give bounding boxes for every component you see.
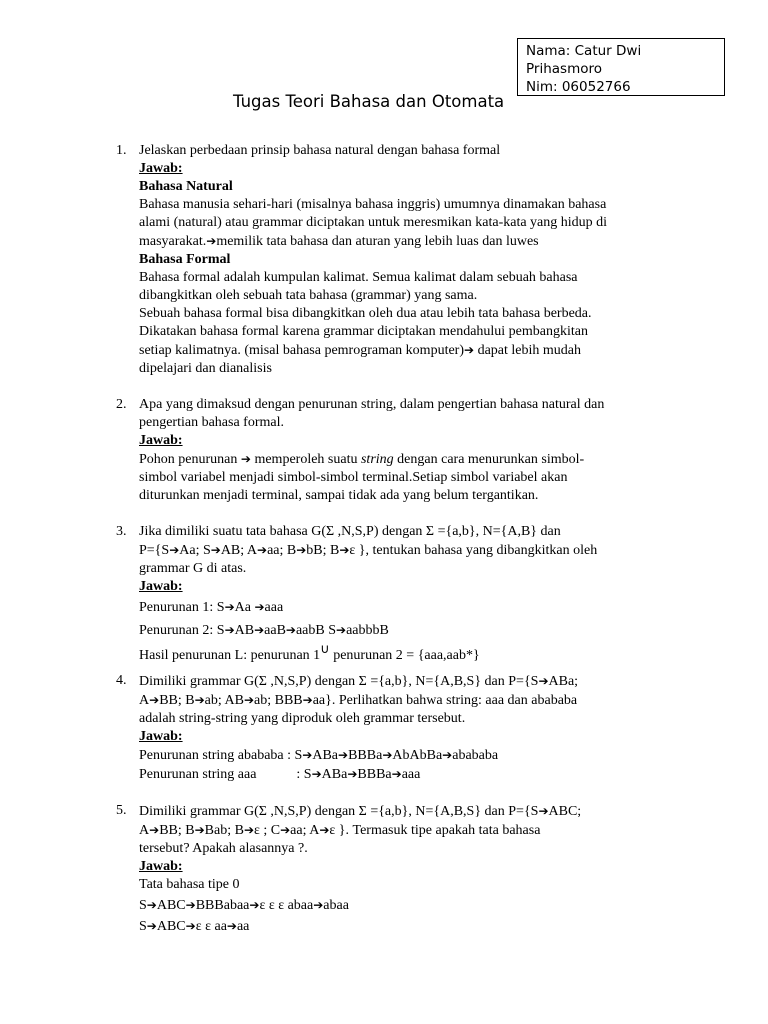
- text-span: aabbbB: [346, 623, 389, 638]
- question-3: [116, 523, 679, 665]
- text-span: aa: [236, 919, 250, 934]
- text-span: string: [360, 452, 394, 467]
- text-span: AbAbBa: [392, 748, 443, 763]
- question-text: adalah string-string yang diproduk oleh grammar tersebut.: [139, 711, 466, 726]
- text-span: Penurunan 1: S: [139, 600, 225, 615]
- derivation-aa: [139, 917, 679, 936]
- arrow-icon: ➔: [243, 823, 254, 837]
- paragraph-line: simbol variabel menjadi simbol-simbol terminal.Setiap simbol variabel akan: [139, 470, 568, 485]
- question-text: [139, 821, 679, 840]
- text-span: aaa: [264, 600, 284, 615]
- paragraph-line: [139, 232, 679, 251]
- text-span: Aa: [234, 600, 255, 615]
- question-text: grammar G di atas.: [139, 561, 247, 576]
- text-span: ABC: [156, 919, 186, 934]
- text-span: ABa;: [548, 674, 579, 689]
- derivation-aaa: [139, 765, 679, 784]
- question-text: Apa yang dimaksud dengan penurunan string, dalam pengertian bahasa natural dan: [139, 397, 605, 412]
- arrow-icon: ➔: [194, 693, 205, 707]
- arrow-icon: ➔: [146, 919, 157, 933]
- text-span: ε ; C: [254, 823, 281, 838]
- arrow-icon: ➔: [382, 748, 393, 762]
- answer-label: Jawab:: [139, 433, 183, 448]
- arrow-icon: ➔: [149, 823, 160, 837]
- arrow-icon: ➔: [347, 767, 358, 781]
- text-span: penurunan 2 = {aaa,aab*}: [329, 648, 480, 663]
- text-span: A: [139, 693, 150, 708]
- arrow-icon: ➔: [169, 543, 180, 557]
- arrow-icon: ➔: [302, 748, 313, 762]
- text-span: aa; B: [267, 543, 297, 558]
- text-span: BB; B: [159, 693, 195, 708]
- text-span: Penurunan string aaa: [139, 767, 257, 782]
- answer-type: Tata bahasa tipe 0: [139, 877, 240, 892]
- student-nim: Nim: 06052766: [526, 79, 631, 95]
- answer-label: Jawab:: [139, 579, 183, 594]
- text-span: setiap kalimatnya. (misal bahasa pemrograman komputer): [139, 343, 465, 358]
- section-heading-natural: Bahasa Natural: [139, 179, 233, 194]
- arrow-icon: ➔: [224, 600, 235, 614]
- answer-label: Jawab:: [139, 859, 183, 874]
- text-span: BBBa: [348, 748, 383, 763]
- text-span: Hasil penurunan L: penurunan 1: [139, 648, 321, 663]
- arrow-icon: ➔: [254, 600, 265, 614]
- paragraph-line: Dikatakan bahasa formal karena grammar diciptakan mendahului pembangkitan: [139, 324, 588, 339]
- text-span: Pohon penurunan: [139, 452, 241, 467]
- arrow-icon: ➔: [226, 919, 237, 933]
- paragraph-line: Bahasa formal adalah kumpulan kalimat. Semua kalimat dalam sebuah bahasa: [139, 270, 578, 285]
- text-span: Dimiliki grammar G(Σ ,N,S,P) dengan Σ ={a,b}, N={A,B,S} dan P={S: [139, 674, 539, 689]
- text-span: dengan cara menurunkan simbol-: [393, 452, 585, 467]
- arrow-icon: ➔: [185, 898, 196, 912]
- paragraph-line: dibangkitkan oleh sebuah tata bahasa (grammar) yang sama.: [139, 288, 478, 303]
- arrow-icon: ➔: [391, 767, 402, 781]
- arrow-icon: ➔: [149, 693, 160, 707]
- arrow-icon: ➔: [249, 898, 260, 912]
- text-span: abaa: [323, 898, 349, 913]
- question-text: Jelaskan perbedaan prinsip bahasa natural dengan bahasa formal: [139, 143, 501, 158]
- page-title: Tugas Teori Bahasa dan Otomata: [233, 92, 505, 111]
- arrow-icon: ➔: [194, 823, 205, 837]
- arrow-icon: ➔: [311, 767, 322, 781]
- question-text: pengertian bahasa formal.: [139, 415, 284, 430]
- arrow-icon: ➔: [319, 823, 330, 837]
- text-span: aa; A: [290, 823, 320, 838]
- arrow-icon: ➔: [146, 898, 157, 912]
- text-span: masyarakat.: [139, 234, 207, 249]
- arrow-icon: ➔: [280, 823, 291, 837]
- text-span: aaB: [264, 623, 286, 638]
- answer-label: Jawab:: [139, 729, 183, 744]
- derivation-abaa: [139, 896, 679, 915]
- answer-label: Jawab:: [139, 161, 183, 176]
- text-span: : S: [296, 767, 312, 782]
- text-span: S: [139, 898, 147, 913]
- arrow-icon: ➔: [240, 452, 251, 466]
- question-text: [139, 802, 679, 821]
- text-span: AB; A: [220, 543, 257, 558]
- text-span: aa}. Perlihatkan bahwa string: aaa dan abababa: [312, 693, 578, 708]
- question-4: [116, 672, 679, 784]
- text-span: AB: [234, 623, 255, 638]
- arrow-icon: ➔: [185, 919, 196, 933]
- question-1: [116, 142, 679, 378]
- arrow-icon: ➔: [538, 804, 549, 818]
- arrow-icon: ➔: [339, 543, 350, 557]
- text-span: ABa: [312, 748, 339, 763]
- text-span: dapat lebih mudah: [474, 343, 581, 358]
- text-span: Penurunan string abababa : S: [139, 748, 303, 763]
- arrow-icon: ➔: [206, 234, 217, 248]
- arrow-icon: ➔: [313, 898, 324, 912]
- question-text: [139, 541, 679, 560]
- question-text: Jika dimiliki suatu tata bahasa G(Σ ,N,S,P) dengan Σ ={a,b}, N={A,B} dan: [139, 524, 561, 539]
- arrow-icon: ➔: [285, 623, 296, 637]
- arrow-icon: ➔: [210, 543, 221, 557]
- arrow-icon: ➔: [538, 674, 549, 688]
- text-span: S: [139, 919, 147, 934]
- section-heading-formal: Bahasa Formal: [139, 252, 231, 267]
- question-2: [116, 396, 679, 505]
- text-span: aabB S: [295, 623, 337, 638]
- text-span: ABC: [156, 898, 186, 913]
- text-span: P={S: [139, 543, 170, 558]
- arrow-icon: ➔: [336, 623, 347, 637]
- text-span: BBBabaa: [195, 898, 250, 913]
- paragraph-line: alami (natural) atau grammar diciptakan untuk meresmikan kata-kata yang hidup di: [139, 215, 608, 230]
- question-number: 3.: [116, 524, 127, 539]
- arrow-icon: ➔: [254, 623, 265, 637]
- text-span: memperoleh suatu: [250, 452, 361, 467]
- text-span: Aa; S: [179, 543, 211, 558]
- text-span: BB; B: [159, 823, 195, 838]
- text-span: ε }. Termasuk tipe apakah tata bahasa: [329, 823, 541, 838]
- derivation-abababa: [139, 746, 679, 765]
- text-span: ab; BBB: [254, 693, 303, 708]
- arrow-icon: ➔: [296, 543, 307, 557]
- text-span: Dimiliki grammar G(Σ ,N,S,P) dengan Σ ={a,b}, N={A,B,S} dan P={S: [139, 804, 539, 819]
- result-line: [139, 642, 679, 665]
- text-span: ABC;: [548, 804, 582, 819]
- arrow-icon: ➔: [442, 748, 453, 762]
- arrow-icon: ➔: [338, 748, 349, 762]
- student-name-line-2: Prihasmoro: [526, 61, 602, 77]
- text-span: bB; B: [306, 543, 340, 558]
- union-icon: ∪: [320, 642, 330, 657]
- paragraph-line: Bahasa manusia sehari-hari (misalnya bahasa inggris) umumnya dinamakan bahasa: [139, 197, 607, 212]
- paragraph-line: diturunkan menjadi terminal, sampai tidak ada yang belum tergantikan.: [139, 488, 539, 503]
- text-span: memilik tata bahasa dan aturan yang lebih luas dan luwes: [216, 234, 539, 249]
- question-number: 5.: [116, 803, 127, 818]
- text-span: ABa: [321, 767, 348, 782]
- text-span: abababa: [452, 748, 499, 763]
- derivation-1: [139, 598, 679, 617]
- arrow-icon: ➔: [243, 693, 254, 707]
- question-text: [139, 691, 679, 710]
- arrow-icon: ➔: [464, 343, 475, 357]
- text-span: ε }, tentukan bahasa yang dibangkitkan oleh: [349, 543, 598, 558]
- text-span: Bab; B: [204, 823, 244, 838]
- question-number: 1.: [116, 143, 127, 158]
- paragraph-line: [139, 450, 679, 469]
- text-span: BBBa: [357, 767, 392, 782]
- derivation-2: [139, 621, 679, 640]
- question-text: tersebut? Apakah alasannya ?.: [139, 841, 308, 856]
- question-number: 2.: [116, 397, 127, 412]
- question-number: 4.: [116, 673, 127, 688]
- paragraph-line: dipelajari dan dianalisis: [139, 361, 272, 376]
- student-info-box: [517, 38, 725, 96]
- paragraph-line: Sebuah bahasa formal bisa dibangkitkan oleh dua atau lebih tata bahasa berbeda.: [139, 306, 592, 321]
- text-span: ε ε ε abaa: [259, 898, 314, 913]
- student-name-line-1: Nama: Catur Dwi: [526, 43, 642, 59]
- arrow-icon: ➔: [257, 543, 268, 557]
- question-text: [139, 672, 679, 691]
- paragraph-line: [139, 341, 679, 360]
- question-5: [116, 802, 679, 936]
- arrow-icon: ➔: [224, 623, 235, 637]
- text-span: ab; AB: [204, 693, 244, 708]
- text-span: Penurunan 2: S: [139, 623, 225, 638]
- arrow-icon: ➔: [302, 693, 313, 707]
- text-span: A: [139, 823, 150, 838]
- text-span: aaa: [401, 767, 421, 782]
- text-span: ε ε aa: [195, 919, 227, 934]
